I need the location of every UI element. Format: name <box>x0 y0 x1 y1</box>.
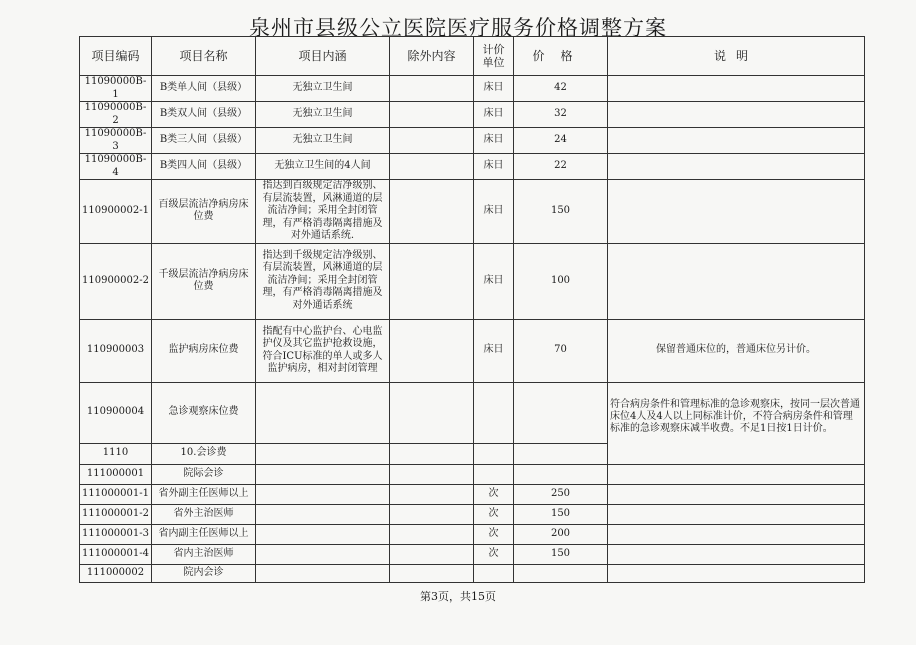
row-content: 无独立卫生间 <box>256 102 390 128</box>
row-code: 111000001 <box>80 464 152 484</box>
row-desc <box>608 76 865 102</box>
row-price: 150 <box>514 180 608 244</box>
row-desc <box>608 504 865 524</box>
row-price: 200 <box>514 524 608 544</box>
row-content <box>256 464 390 484</box>
row-name: 千级层流洁净病房床位费 <box>152 243 256 319</box>
row-price: 32 <box>514 102 608 128</box>
row-price: 100 <box>514 243 608 319</box>
table-row <box>80 180 865 244</box>
header-desc: 说明 <box>608 37 865 76</box>
page-number: 第3页，共15页 <box>420 590 496 603</box>
row-code: 11090000B-1 <box>80 76 152 102</box>
row-name: B类双人间（县级） <box>152 102 256 128</box>
row-desc <box>608 243 865 319</box>
row-desc: 保留普通床位的，普通床位另计价。 <box>608 319 865 382</box>
row-name: 院内会诊 <box>152 564 256 582</box>
document-title: 泉州市县级公立医院医疗服务价格调整方案 <box>249 16 667 40</box>
row-exclusion <box>390 484 474 504</box>
table-row <box>80 76 865 102</box>
table-row <box>80 504 865 524</box>
row-unit: 床日 <box>474 180 514 244</box>
row-unit <box>474 443 514 464</box>
row-content <box>256 443 390 464</box>
row-desc <box>608 102 865 128</box>
header-unit: 计价单位 <box>474 37 514 76</box>
row-content: 指达到千级规定洁净级别、有层流装置，风淋通道的层流洁净间；采用全封闭管理，有严格消毒隔离措施及对外通话系统 <box>256 243 390 319</box>
row-exclusion <box>390 443 474 464</box>
row-name: 10.会诊费 <box>152 443 256 464</box>
row-content <box>256 504 390 524</box>
row-unit <box>474 382 514 443</box>
table-row <box>80 564 865 582</box>
row-unit: 次 <box>474 524 514 544</box>
row-code: 1110 <box>80 443 152 464</box>
row-name: 百级层流洁净病房床位费 <box>152 180 256 244</box>
row-unit <box>474 464 514 484</box>
row-unit: 床日 <box>474 102 514 128</box>
row-exclusion <box>390 154 474 180</box>
row-content <box>256 544 390 564</box>
row-name: 院际会诊 <box>152 464 256 484</box>
row-name: 省外副主任医师以上 <box>152 484 256 504</box>
row-unit: 次 <box>474 544 514 564</box>
row-price <box>514 564 608 582</box>
row-price: 70 <box>514 319 608 382</box>
price-table <box>79 36 865 583</box>
table-row <box>80 102 865 128</box>
row-name: 省内副主任医师以上 <box>152 524 256 544</box>
row-exclusion <box>390 382 474 443</box>
row-name: B类三人间（县级） <box>152 128 256 154</box>
row-name: 监护病房床位费 <box>152 319 256 382</box>
row-price <box>514 443 608 464</box>
row-exclusion <box>390 504 474 524</box>
row-price: 24 <box>514 128 608 154</box>
table-row <box>80 128 865 154</box>
row-content: 指达到百级规定洁净级别、有层流装置，风淋通道的层流洁净间；采用全封闭管理，有严格消毒隔离措施及对外通话系统. <box>256 180 390 244</box>
row-unit: 次 <box>474 484 514 504</box>
row-desc <box>608 180 865 244</box>
row-content <box>256 524 390 544</box>
row-desc <box>608 464 865 484</box>
row-price: 150 <box>514 544 608 564</box>
row-price <box>514 382 608 443</box>
row-code: 110900003 <box>80 319 152 382</box>
row-exclusion <box>390 76 474 102</box>
row-content: 无独立卫生间 <box>256 128 390 154</box>
row-unit: 床日 <box>474 76 514 102</box>
table-row <box>80 544 865 564</box>
header-code: 项目编码 <box>80 37 152 76</box>
header-name: 项目名称 <box>152 37 256 76</box>
table-row <box>80 464 865 484</box>
row-unit: 床日 <box>474 243 514 319</box>
row-exclusion <box>390 544 474 564</box>
table-row <box>80 319 865 382</box>
row-code: 110900002-2 <box>80 243 152 319</box>
row-price <box>514 464 608 484</box>
row-exclusion <box>390 243 474 319</box>
row-desc <box>608 128 865 154</box>
row-code: 110900004 <box>80 382 152 443</box>
row-code: 11090000B-2 <box>80 102 152 128</box>
row-name: B类单人间（县级） <box>152 76 256 102</box>
row-name: B类四人间（县级） <box>152 154 256 180</box>
table-row <box>80 243 865 319</box>
row-exclusion <box>390 180 474 244</box>
table-row <box>80 382 865 443</box>
row-price: 150 <box>514 504 608 524</box>
row-content: 指配有中心监护台、心电监护仪及其它监护抢救设施，符合ICU标准的单人或多人监护病房，相对封闭管理 <box>256 319 390 382</box>
row-unit: 次 <box>474 504 514 524</box>
row-unit <box>474 564 514 582</box>
table-header-row <box>80 37 865 76</box>
row-price: 22 <box>514 154 608 180</box>
row-exclusion <box>390 128 474 154</box>
row-code: 11090000B-4 <box>80 154 152 180</box>
table-row <box>80 154 865 180</box>
row-exclusion <box>390 564 474 582</box>
row-code: 111000001-2 <box>80 504 152 524</box>
row-code: 11090000B-3 <box>80 128 152 154</box>
row-exclusion <box>390 102 474 128</box>
header-content: 项目内涵 <box>256 37 390 76</box>
table-row <box>80 524 865 544</box>
header-price: 价格 <box>514 37 608 76</box>
row-code: 110900002-1 <box>80 180 152 244</box>
row-price: 42 <box>514 76 608 102</box>
row-content: 无独立卫生间的4人间 <box>256 154 390 180</box>
row-name: 急诊观察床位费 <box>152 382 256 443</box>
row-unit: 床日 <box>474 128 514 154</box>
row-desc <box>608 524 865 544</box>
table-row <box>80 484 865 504</box>
row-desc <box>608 484 865 504</box>
row-desc <box>608 544 865 564</box>
row-unit: 床日 <box>474 154 514 180</box>
row-code: 111000001-3 <box>80 524 152 544</box>
row-content: 无独立卫生间 <box>256 76 390 102</box>
row-name: 省外主治医师 <box>152 504 256 524</box>
row-desc: 符合病房条件和管理标准的急诊观察床，按同一层次普通床位4人及4人以上同标准计价，不符合病房条件和管理标准的急诊观察床减半收费。不足1日按1日计价。 <box>608 382 865 464</box>
row-content <box>256 564 390 582</box>
row-exclusion <box>390 464 474 484</box>
row-code: 111000002 <box>80 564 152 582</box>
row-code: 111000001-4 <box>80 544 152 564</box>
row-desc <box>608 154 865 180</box>
row-code: 111000001-1 <box>80 484 152 504</box>
row-price: 250 <box>514 484 608 504</box>
row-content <box>256 382 390 443</box>
row-content <box>256 484 390 504</box>
row-exclusion <box>390 524 474 544</box>
row-name: 省内主治医师 <box>152 544 256 564</box>
header-exclusion: 除外内容 <box>390 37 474 76</box>
row-exclusion <box>390 319 474 382</box>
row-unit: 床日 <box>474 319 514 382</box>
row-desc <box>608 564 865 582</box>
